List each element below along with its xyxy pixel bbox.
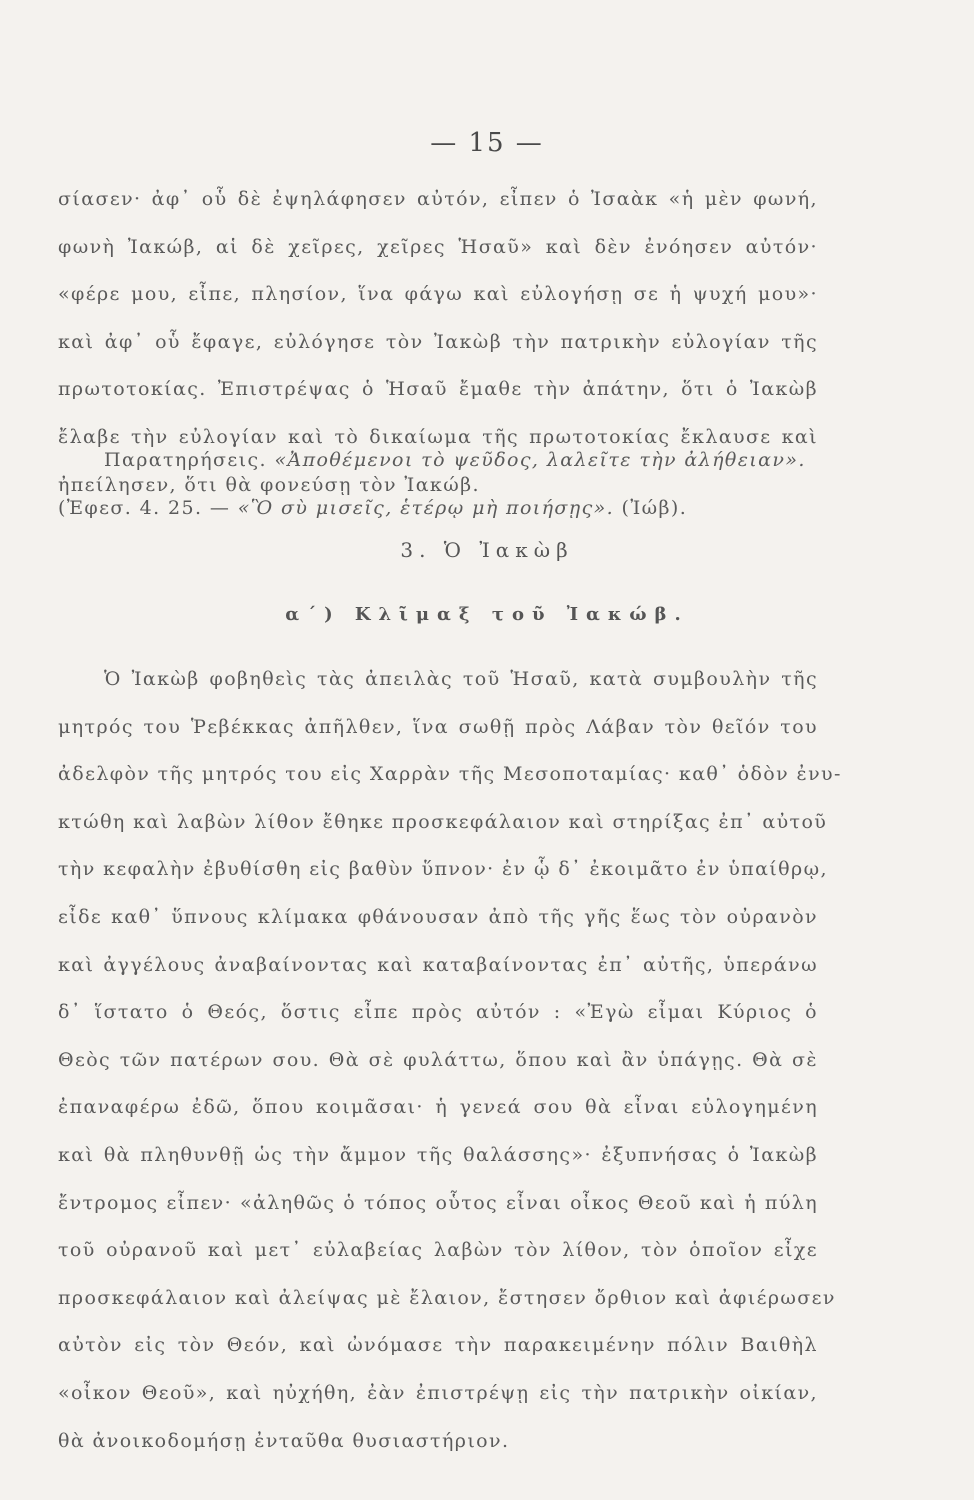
scripture-quote: «Ἀποθέμενοι τὸ ψεῦδος, λαλεῖτε τὴν ἀλήθειαν».: [274, 449, 806, 471]
text-line: εἶδε καθ᾽ ὕπνους κλίμακα φθάνουσαν ἀπὸ τῆς γῆς ἕως τὸν οὐρανὸν: [58, 905, 818, 928]
text-line: κτώθη καὶ λαβὼν λίθον ἔθηκε προσκεφάλαιον καὶ στηρίξας ἐπ᾽ αὐτοῦ: [58, 810, 828, 833]
observations-label: Παρατηρήσεις.: [104, 449, 267, 471]
text-line: Ὁ Ἰακὼβ φοβηθεὶς τὰς ἀπειλὰς τοῦ Ἡσαῦ, κατὰ συμβουλὴν τῆς: [104, 668, 818, 690]
page-number: — 15 —: [430, 128, 544, 158]
chapter-heading: 3. Ὁ Ἰακὼβ: [400, 538, 574, 562]
observations-esau: [58, 437, 818, 532]
text-line: καὶ ἀγγέλους ἀναβαίνοντας καὶ καταβαίνοντας ἐπ᾽ αὐτῆς, ὑπεράνω: [58, 953, 818, 976]
text-line: αὐτὸν εἰς τὸν Θεόν, καὶ ὠνόμασε τὴν παρακειμένην πόλιν Βαιθὴλ: [58, 1334, 818, 1357]
text-line: σίασεν· ἀφ᾽ οὗ δὲ ἐψηλάφησεν αὐτόν, εἶπεν ὁ Ἰσαὰκ «ἡ μὲν φωνή,: [58, 188, 818, 210]
text-line: ἀδελφὸν τῆς μητρός του εἰς Χαρρὰν τῆς Μεσοποταμίας· καθ᾽ ὁδὸν ἐνυ-: [58, 763, 842, 786]
text-line: δ᾽ ἵστατο ὁ Θεός, ὅστις εἶπε πρὸς αὐτόν : «Ἐγὼ εἶμαι Κύριος ὁ: [58, 1001, 818, 1024]
text-line: τὴν κεφαλὴν ἐβυθίσθη εἰς βαθὺν ὕπνον· ἐν ᾧ δ᾽ ἐκοιμᾶτο ἐν ὑπαίθρῳ,: [58, 858, 828, 881]
text-line: προσκεφάλαιον καὶ ἀλείψας μὲ ἔλαιον, ἔστησεν ὄρθιον καὶ ἀφιέρωσεν: [58, 1286, 836, 1309]
text-line: καὶ ἀφ᾽ οὗ ἔφαγε, εὐλόγησε τὸν Ἰακὼβ τὴν πατρικὴν εὐλογίαν τῆς: [58, 330, 818, 353]
scripture-quote: «Ὃ σὺ μισεῖς, ἑτέρῳ μὴ ποιήσῃς».: [237, 496, 615, 519]
scripture-reference: (Ἐφεσ. 4. 25. —: [58, 496, 231, 519]
text-line: «οἶκον Θεοῦ», καὶ ηὐχήθη, ἐὰν ἐπιστρέψῃ εἰς τὴν πατρικὴν οἰκίαν,: [58, 1381, 818, 1404]
text-line: «φέρε μου, εἶπε, πλησίον, ἵνα φάγω καὶ εὐλογήσῃ σε ἡ ψυχή μου»·: [58, 283, 818, 306]
text-line: καὶ θὰ πληθυνθῇ ὡς τὴν ἄμμον τῆς θαλάσσης»· ἐξυπνήσας ὁ Ἰακὼβ: [58, 1143, 818, 1166]
text-line: ἔλαβε τὴν εὐλογίαν καὶ τὸ δικαίωμα τῆς πρωτοτοκίας ἔκλαυσε καὶ: [58, 425, 818, 448]
text-line: Θεὸς τῶν πατέρων σου. Θὰ σὲ φυλάττω, ὅπου καὶ ἂν ὑπάγῃς. Θὰ σὲ: [58, 1048, 818, 1071]
text-line: θὰ ἀνοικοδομήσῃ ἐνταῦθα θυσιαστήριον.: [58, 1429, 510, 1452]
scripture-reference: (Ἰώβ).: [621, 496, 688, 519]
text-line: πρωτοτοκίας. Ἐπιστρέψας ὁ Ἡσαῦ ἔμαθε τὴν ἀπάτην, ὅτι ὁ Ἰακὼβ: [58, 378, 818, 401]
observation-line-1: [58, 437, 818, 485]
text-line: ἐπαναφέρω ἐδῶ, ὅπου κοιμᾶσαι· ἡ γενεά σου θὰ εἶναι εὐλογημένη: [58, 1096, 818, 1119]
text-line: φωνὴ Ἰακώβ, αἱ δὲ χεῖρες, χεῖρες Ἡσαῦ» καὶ δὲν ἐνόησεν αὐτόν·: [58, 235, 818, 258]
section-heading: α΄) Κλῖμαξ τοῦ Ἰακώβ.: [285, 604, 689, 625]
text-line: ἔντρομος εἶπεν· «ἀληθῶς ὁ τόπος οὗτος εἶναι οἶκος Θεοῦ καὶ ἡ πύλη: [58, 1191, 818, 1214]
text-line: τοῦ οὐρανοῦ καὶ μετ᾽ εὐλαβείας λαβὼν τὸν λίθον, τὸν ὁποῖον εἶχε: [58, 1239, 818, 1262]
paragraph-jacobs-ladder: [58, 656, 842, 1465]
text-line: ἠπείλησεν, ὅτι θὰ φονεύσῃ τὸν Ἰακώβ.: [58, 473, 480, 496]
text-line: μητρός του Ῥεβέκκας ἀπῆλθεν, ἵνα σωθῇ πρὸς Λάβαν τὸν θεῖόν του: [58, 715, 818, 738]
observation-line-2: [58, 485, 818, 533]
